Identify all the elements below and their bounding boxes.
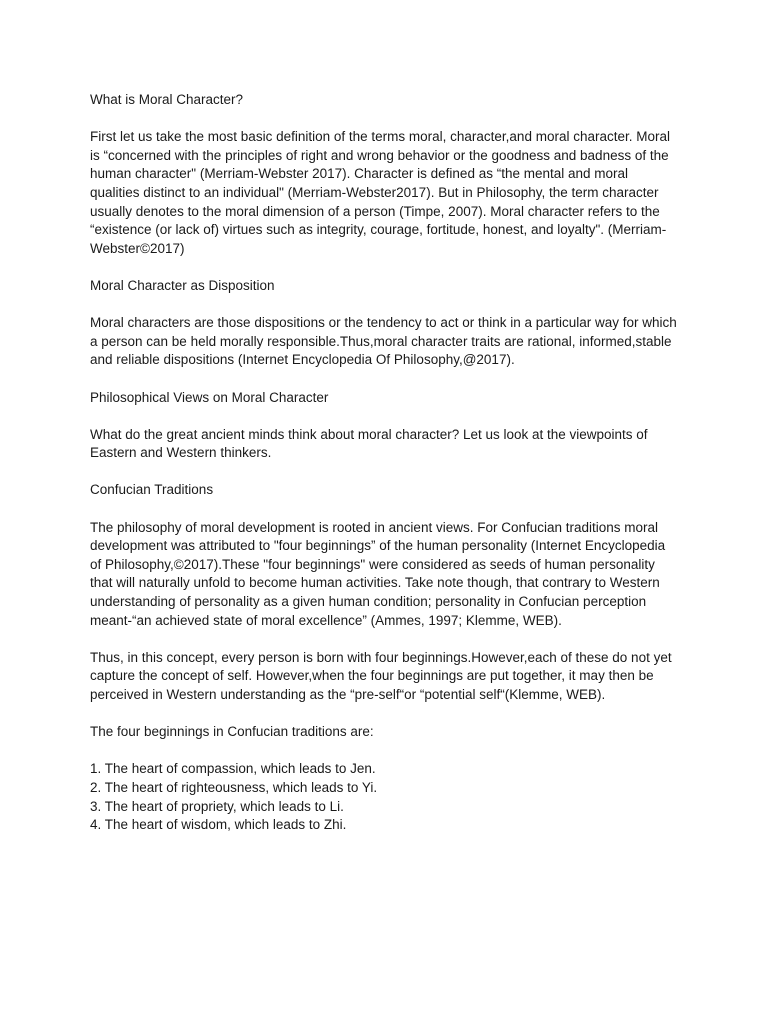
paragraph-disposition: Moral characters are those dispositions or the tendency to act or think in a particular way for which a person can be held morally responsible.Thus,moral character traits are rational, informed,stable and reliable dispositions (Internet Encyclopedia Of Philosophy,@2017).: [90, 315, 677, 368]
paragraph-moral-development: The philosophy of moral development is rooted in ancient views. For Confucian traditions moral development was attributed to "four beginnings” of the human personality (Internet Encyclopedia of Philosophy,©2017).These "four beginnings" were considered as seeds of human personality that will naturally unfold to become human activities. Take note though, that contrary to Western understanding of personality as a given human condition; personality in Confucian perception meant-“an achieved state of moral excellence” (Ammes, 1997; Klemme, WEB).: [90, 519, 666, 628]
paragraph-list-intro: The four beginnings in Confucian traditions are:: [90, 724, 374, 740]
document-body: [90, 91, 680, 835]
heading-philosophical-views: Philosophical Views on Moral Character: [90, 389, 329, 405]
list-item: 4. The heart of wisdom, which leads to Zhi.: [90, 817, 347, 833]
list-item: 2. The heart of righteousness, which leads to Yi.: [90, 779, 378, 795]
four-beginnings-list: [90, 760, 680, 834]
paragraph-ancient-minds: What do the great ancient minds think about moral character? Let us look at the viewpoints of Eastern and Western thinkers.: [90, 426, 648, 461]
heading-moral-character-disposition: Moral Character as Disposition: [90, 277, 275, 293]
list-item: 3. The heart of propriety, which leads to Li.: [90, 798, 344, 814]
paragraph-four-beginnings-self: Thus, in this concept, every person is born with four beginnings.However,each of these do not yet capture the concept of self. However,when the four beginnings are put together, it may then be perceived in Western understanding as the “pre-self“or “potential self“(Klemme, WEB).: [90, 649, 672, 702]
list-item: 1. The heart of compassion, which leads to Jen.: [90, 761, 376, 777]
paragraph-definitions: First let us take the most basic definition of the terms moral, character,and moral character. Moral is “concerned with the principles of right and wrong behavior or the goodness and badness of the human character" (Merriam-Webster 2017). Character is defined as “the mental and moral qualities distinct to an individual" (Merriam-Webster2017). But in Philosophy, the term character usually denotes to the moral dimension of a person (Timpe, 2007). Moral character refers to the “existence (or lack of) virtues such as integrity, courage, fortitude, honest, and loyalty". (Merriam-Webster©2017): [90, 129, 670, 256]
heading-what-is-moral-character: What is Moral Character?: [90, 92, 244, 107]
heading-confucian-traditions: Confucian Traditions: [90, 482, 214, 498]
